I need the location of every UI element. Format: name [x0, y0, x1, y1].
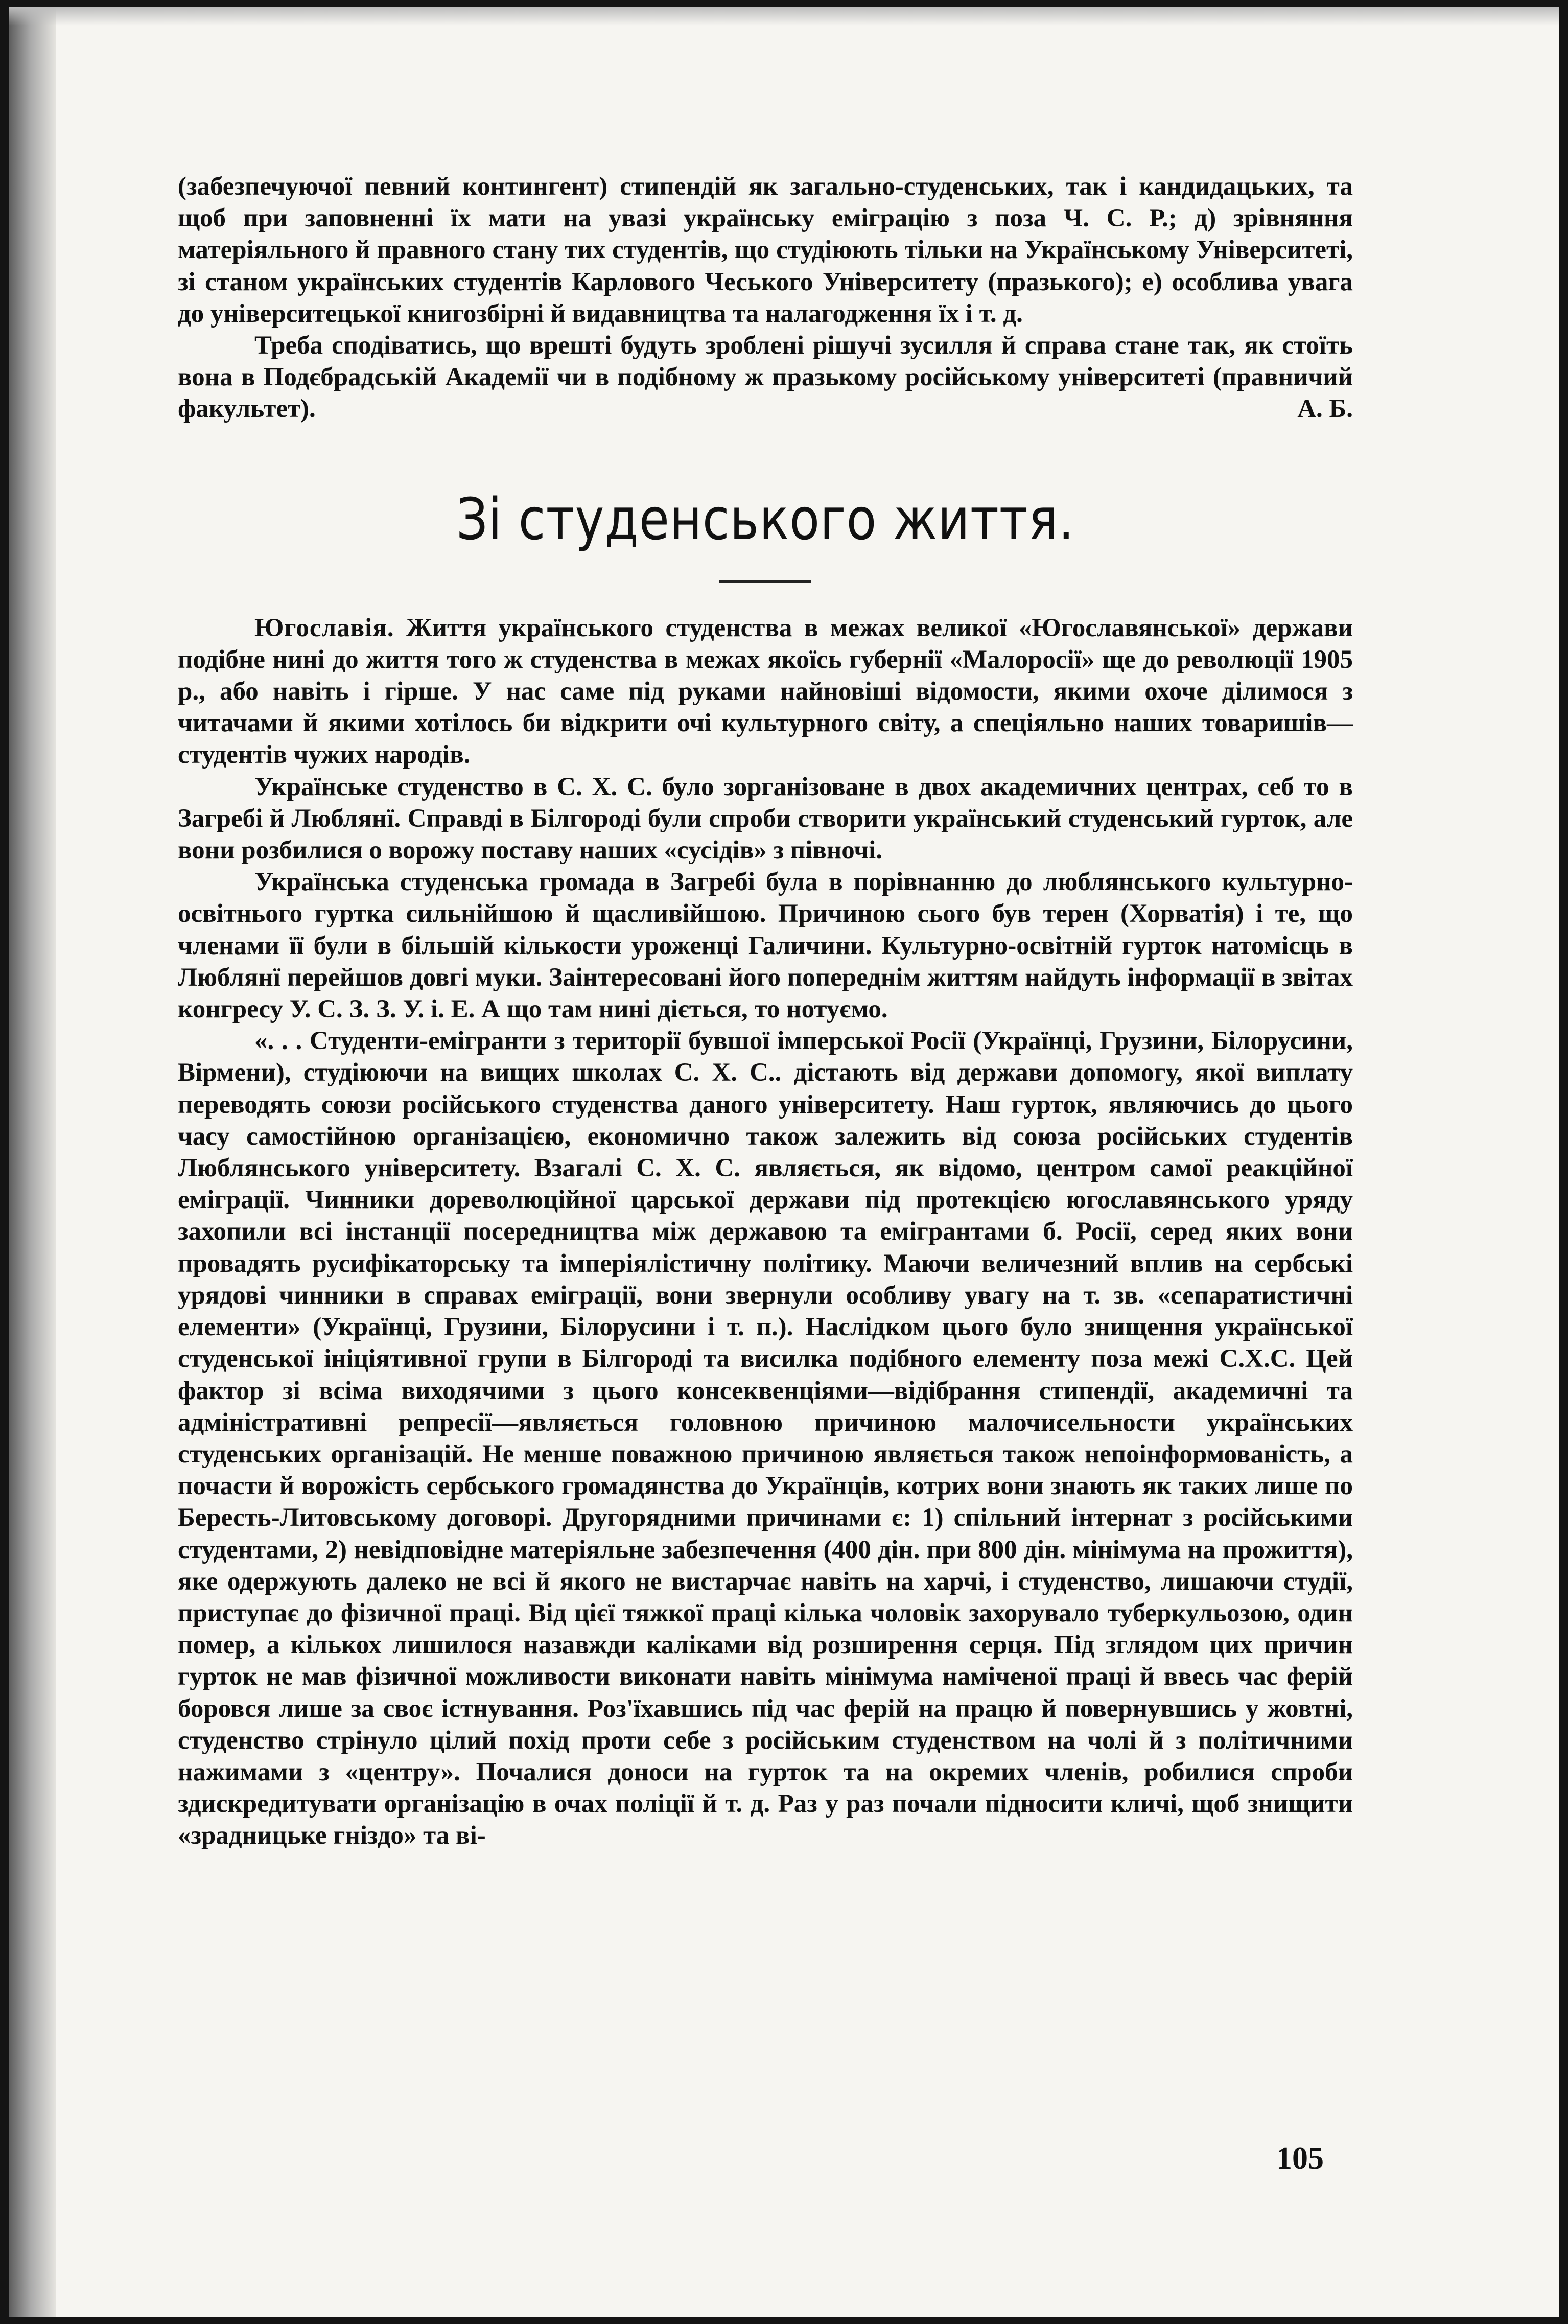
country-heading: Югославія.: [254, 613, 394, 642]
paragraph-organization: Українське студенство в С. Х. С. було зорганізоване в двох академичних центрах, себ то в Загребі й Люблянї. Справді в Білгороді були спроби створити український студенський гурток, але вони розбилися о ворожу поставу наших «сусідів» з півночі.: [178, 772, 1353, 865]
book-page: [9, 7, 1559, 2317]
paragraph-zagreb: Українська студенська громада в Загребі була в порівнанню до люблянського культурно-освітнього гуртка сильнійшою й щасливійшою. Причиною сього був терен (Хорватія) і те, що членами її були в більшій кількости уроженці Галичини. Культурно-освітній гурток натомісць в Люблянї перейшов довгі муки. Заінтересовані його попереднім життям найдуть інформації в звітах конгресу У. С. З. З. У. і. Е. А що там нині діється, то нотуємо.: [178, 868, 1353, 1024]
page-number: 105: [1276, 2141, 1324, 2176]
paragraph-yugoslavia-intro: [178, 612, 1353, 771]
paragraph-continuation: (забезпечуючої певний контингент) стипендій як загально-студенських, так і кандидацьких, та щоб при заповненні їх мати на увазі українську еміграцію з поза Ч. С. Р.; д) зрівняння матеріяльного й правного стану тих студентів, що студіюють тільки на Українському Університеті, зі станом українських студентів Карлового Чеського Університету (празького); е) особлива увага до університецької книгозбірні й видавництва та налагодження їх і т. д.: [178, 172, 1353, 328]
page-text: [178, 171, 1353, 1852]
page-top-shadow: [9, 7, 1559, 26]
title-divider: [719, 580, 811, 583]
book-spine-shadow: [9, 7, 56, 2317]
section-title: Зі студенського життя.: [456, 486, 1075, 553]
paragraph-quote: «. . . Студенти-емігранти з території бувшої імперської Росії (Українці, Грузини, Білорусини, Вірмени), студіюючи на вищих школах С. Х. С.. дістають від держави допомогу, якої виплату переводять союзи російського студенства даного університету. Наш гурток, являючись до цього часу самостійною організацією, економично також залежить від союза російських студентів Люблянського університету. Взагалі С. Х. С. являється, як відомо, центром самої реакційної еміграції. Чинники дореволюційної царської держави під протекцією югославянського уряду захопили всі інстанції посередництва між державою та емігрантами б. Росії, серед яких вони провадять русифікаторську та імперіялістичну політику. Маючи величезний вплив на сербські урядові чинники в справах еміграції, вони звернули особливу увагу на т. зв. «сепаратистичні елементи» (Українці, Грузини, Білорусини і т. п.). Наслідком цього було знищення української студенської ініціятивної групи в Білгороді та висилка подібного елементу поза межі С.Х.С. Цей фактор зі всіма виходячими з цього консеквенціями—відібрання стипендії, академичні та адміністративні репресії—являється головною причиною малочисельности українських студенських організацій. Не менше поважною причиною являється також непоінформованість, а почасти й ворожість сербського громадянства до Українців, котрих вони знають як таких лише по Бересть-Литовському договорі. Другорядними причинами є: 1) спільний інтернат з російськими студентами, 2) невідповідне матеріяльне забезпечення (400 дін. при 800 дін. мінімума на прожиття), яке одержують далеко не всі й якого не вистарчає навіть на харчі, і студенство, лишаючи студії, приступає до фізичної праці. Від цієї тяжкої праці кілька чоловік захорувало туберкульозою, один помер, а кількох лишилося назавжди каліками від розширення серця. Під зглядом цих причин гурток не мав фізичної можливости виконати навіть мінімума наміченої праці й ввесь час ферій боровся лише за своє істнування. Роз'їхавшись під час ферій на працю й повернувшись у жовтні, студенство стрінуло цілий похід проти себе з російським студенством на чолі й з політичними нажимами з «центру». Почалися доноси на гурток та на окремих членів, робилися спроби здискредитувати організацію в очах поліції й т. д. Раз у раз почали підносити кличі, щоб знищити «зрадницьке гніздо» та ві-: [178, 1027, 1353, 1850]
paragraph-yugoslavia-intro-text: Життя українського студенства в межах великої «Югославянської» держави подібне нині до життя того ж студенства в межах якоїсь губернії «Малоросії» ще до революції 1905 р., або навіть і гірше. У нас саме під руками найновіші відомости, якими охоче ділимося з читачами й якими хотілось би відкрити очі культурного світу, а спеціяльно наших товаришів—студентів чужих народів.: [178, 613, 1353, 770]
paragraph-conclusion-text: Треба сподіватись, що врешті будуть зроблені рішучі зусилля й справа стане так, як стоїть вона в Подєбрадській Академії чи в подібному ж празькому російському університеті (правничий факультет).: [178, 331, 1353, 424]
author-signature: А. Б.: [1297, 394, 1353, 424]
paragraph-conclusion: [178, 330, 1353, 425]
